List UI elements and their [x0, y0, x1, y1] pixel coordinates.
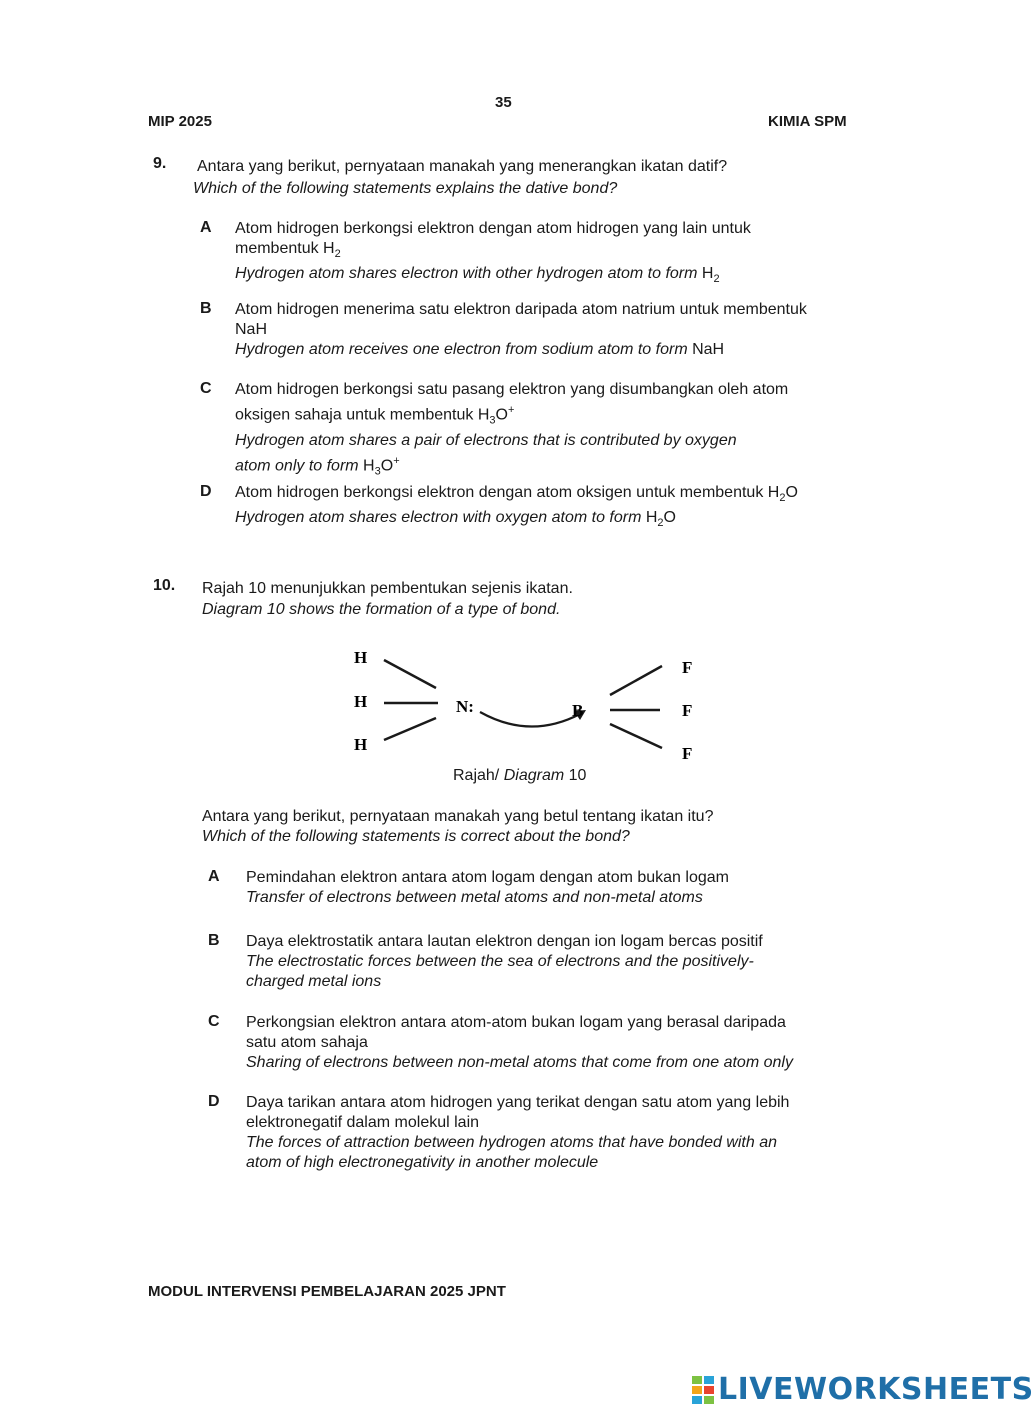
liveworksheets-icon	[692, 1376, 716, 1404]
option-text-en-cont: charged metal ions	[246, 973, 382, 990]
option-letter: D	[200, 483, 212, 500]
option-text-en: Sharing of electrons between non-metal atoms that come from one atom only	[246, 1054, 793, 1071]
bond-line	[384, 718, 436, 740]
option-text-en: The forces of attraction between hydrogen atoms that have bonded with an	[246, 1134, 777, 1151]
h-atom-label: H	[354, 735, 368, 754]
liveworksheets-logo[interactable]	[692, 1372, 1034, 1407]
q10-question-ms: Antara yang berikut, pernyataan manakah yang betul tentang ikatan itu?	[202, 808, 714, 825]
option-text-ms: Daya tarikan antara atom hidrogen yang terikat dengan satu atom yang lebih	[246, 1094, 790, 1111]
option-letter: A	[208, 868, 220, 885]
option-text-en: Transfer of electrons between metal atoms and non-metal atoms	[246, 889, 703, 906]
q10-stem-en: Diagram 10 shows the formation of a type of bond.	[202, 601, 561, 618]
f-atom-label: F	[682, 744, 693, 763]
liveworksheets-wordmark: LIVEWORKSHEETS	[718, 1372, 1034, 1407]
option-text-ms: Perkongsian elektron antara atom-atom bukan logam yang berasal daripada	[246, 1014, 786, 1031]
q10-number: 10.	[153, 577, 176, 594]
option-text-ms: Pemindahan elektron antara atom logam dengan atom bukan logam	[246, 869, 729, 886]
header-right: KIMIA SPM	[768, 113, 847, 130]
option-letter: C	[208, 1013, 220, 1030]
bond-line	[610, 666, 662, 695]
q10-stem-ms: Rajah 10 menunjukkan pembentukan sejenis ikatan.	[202, 580, 573, 597]
option-text-ms-cont: satu atom sahaja	[246, 1034, 368, 1051]
option-text-ms-cont: oksigen sahaja untuk membentuk $H_3O^+$	[235, 404, 515, 427]
option-letter: D	[208, 1093, 220, 1110]
option-text-ms: Atom hidrogen menerima satu elektron daripada atom natrium untuk membentuk	[235, 301, 807, 318]
option-text-en-cont: atom only to form $H_3O^+$	[235, 454, 400, 478]
option-text-ms: Atom hidrogen berkongsi elektron dengan atom oksigen untuk membentuk $H_2O$	[235, 484, 798, 505]
bond-line	[610, 724, 662, 748]
option-letter: A	[200, 219, 212, 236]
option-text-ms: Atom hidrogen berkongsi elektron dengan atom hidrogen yang lain untuk	[235, 220, 751, 237]
h-atom-label: H	[354, 692, 368, 711]
diagram-caption: Rajah/ Diagram 10	[453, 767, 587, 784]
option-text-en: Hydrogen atom shares electron with oxygen atom to form $H_2O$	[235, 509, 676, 530]
option-text-en: Hydrogen atom shares electron with other hydrogen atom to form $H_2$	[235, 265, 720, 286]
page-number: 35	[495, 94, 512, 111]
option-text-ms-cont: elektronegatif dalam molekul lain	[246, 1114, 480, 1131]
option-text-en: Hydrogen atom shares a pair of electrons that is contributed by oxygen	[235, 431, 737, 449]
option-letter: B	[208, 932, 220, 949]
footer-text: MODUL INTERVENSI PEMBELAJARAN 2025 JPNT	[148, 1283, 506, 1300]
option-text-ms-cont: membentuk $H_2$	[235, 240, 341, 261]
option-letter: B	[200, 300, 212, 317]
n-atom-label: N:	[456, 697, 474, 716]
diagram-10	[340, 640, 710, 770]
f-atom-label: F	[682, 658, 693, 677]
option-text-ms-cont: NaH	[235, 321, 268, 338]
option-text-en: The electrostatic forces between the sea of electrons and the positively-	[246, 953, 754, 970]
f-atom-label: F	[682, 701, 693, 720]
option-text-en: Hydrogen atom receives one electron from sodium atom to form NaH	[235, 341, 725, 358]
b-atom-label: B	[572, 701, 584, 720]
q9-stem-en: Which of the following statements explains the dative bond?	[193, 180, 618, 197]
bond-line	[384, 660, 436, 688]
option-text-ms: Daya elektrostatik antara lautan elektron dengan ion logam bercas positif	[246, 933, 763, 950]
option-text-ms: Atom hidrogen berkongsi satu pasang elektron yang disumbangkan oleh atom	[235, 381, 789, 398]
dative-arrow	[480, 712, 580, 727]
option-text-en-cont: atom of high electronegativity in another molecule	[246, 1154, 599, 1171]
h-atom-label: H	[354, 648, 368, 667]
q10-question-en: Which of the following statements is correct about the bond?	[202, 828, 630, 845]
header-left: MIP 2025	[148, 113, 212, 130]
q9-stem-ms: Antara yang berikut, pernyataan manakah yang menerangkan ikatan datif?	[197, 158, 728, 175]
q9-number: 9.	[153, 155, 167, 172]
option-letter: C	[200, 380, 212, 397]
